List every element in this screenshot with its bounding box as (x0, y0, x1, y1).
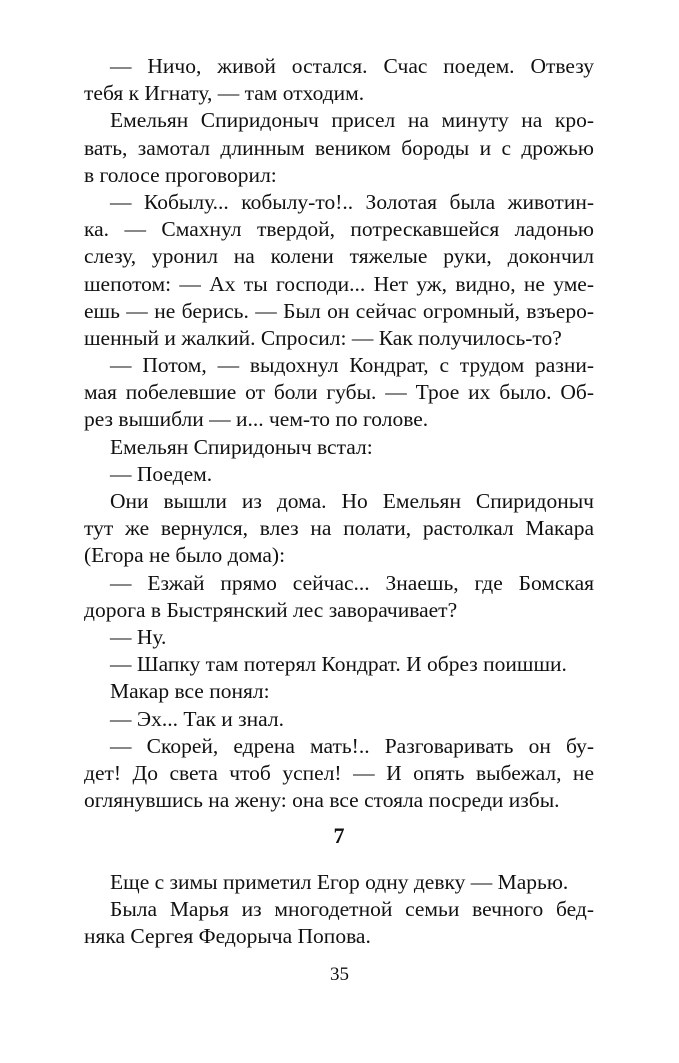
text-line: ешь — не берись. — Был он сейчас огромный, взъеро- (84, 298, 594, 323)
text-line: — Потом, — выдохнул Кондрат, с трудом разни- (110, 353, 594, 378)
text-line: дорога в Быстрянский лес заворачивает? (84, 597, 458, 622)
text-line: — Поедем. (110, 461, 213, 486)
text-line: ка. — Смахнул твердой, потрескавшейся ладонью (84, 217, 594, 242)
paragraph (84, 189, 594, 352)
text-line: тут же вернулся, влез на полати, растолкал Макара (84, 516, 594, 541)
text-line: — Скорей, едрена мать!.. Разговаривать он бу- (110, 733, 594, 758)
chapter-number: 7 (333, 823, 345, 848)
text-line: (Егора не было дома): (84, 543, 286, 568)
page-body (84, 53, 594, 949)
text-line: Еще с зимы приметил Егор одну девку — Марью. (110, 870, 569, 894)
paragraph (84, 461, 594, 488)
text-line: — Кобылу... кобылу-то!.. Золотая была животин- (110, 189, 594, 214)
text-line: тебя к Игнату, — там отходим. (84, 81, 365, 106)
paragraph (84, 570, 594, 624)
text-line: Емельян Спиридоныч встал: (110, 434, 373, 459)
text-line: — Ничо, живой остался. Счас поедем. Отвезу (110, 54, 594, 78)
text-line: шенный и жалкий. Спросил: — Как получилось-то? (84, 325, 562, 350)
paragraph (84, 869, 594, 896)
paragraph (84, 624, 594, 651)
paragraph (84, 434, 594, 461)
text-line: оглянувшись на жену: она все стояла посреди избы. (84, 788, 560, 813)
page-number: 35 (330, 964, 349, 985)
text-line: шепотом: — Ах ты господи... Нет уж, видно, не уме- (84, 271, 594, 296)
text-line: Они вышли из дома. Но Емельян Спиридоныч (110, 489, 594, 513)
paragraph (84, 53, 594, 107)
text-line: Макар все понял: (110, 679, 270, 704)
text-block-top (84, 53, 594, 814)
text-block-bottom (84, 869, 594, 951)
text-line: слезу, уронил на колени тяжелые руки, докончил (84, 244, 594, 269)
text-line: мая побелевшие от боли губы. — Трое их было. Об- (84, 380, 594, 405)
text-line: рез вышибли — и... чем-то по голове. (84, 407, 429, 432)
text-line: — Эх... Так и знал. (110, 706, 284, 731)
paragraph (84, 706, 594, 733)
paragraph (84, 107, 594, 189)
paragraph (84, 678, 594, 705)
text-line: — Ну. (110, 624, 167, 649)
paragraph (84, 896, 594, 950)
text-line: — Шапку там потерял Кондрат. И обрез поишши. (110, 652, 567, 677)
text-line: дет! До света чтоб успел! — И опять выбежал, не (84, 760, 594, 785)
paragraph (84, 488, 594, 570)
text-line: в голосе проговорил: (84, 162, 277, 187)
paragraph (84, 733, 594, 815)
text-line: няка Сергея Федорыча Попова. (84, 924, 371, 949)
text-line: — Езжай прямо сейчас... Знаешь, где Бомская (110, 570, 594, 595)
text-line: Была Марья из многодетной семьи вечного бед- (110, 897, 594, 922)
text-line: Емельян Спиридоныч присел на минуту на кро- (110, 108, 594, 133)
paragraph (84, 651, 594, 678)
text-line: вать, замотал длинным веником бороды и с дрожью (84, 135, 594, 160)
paragraph (84, 352, 594, 434)
